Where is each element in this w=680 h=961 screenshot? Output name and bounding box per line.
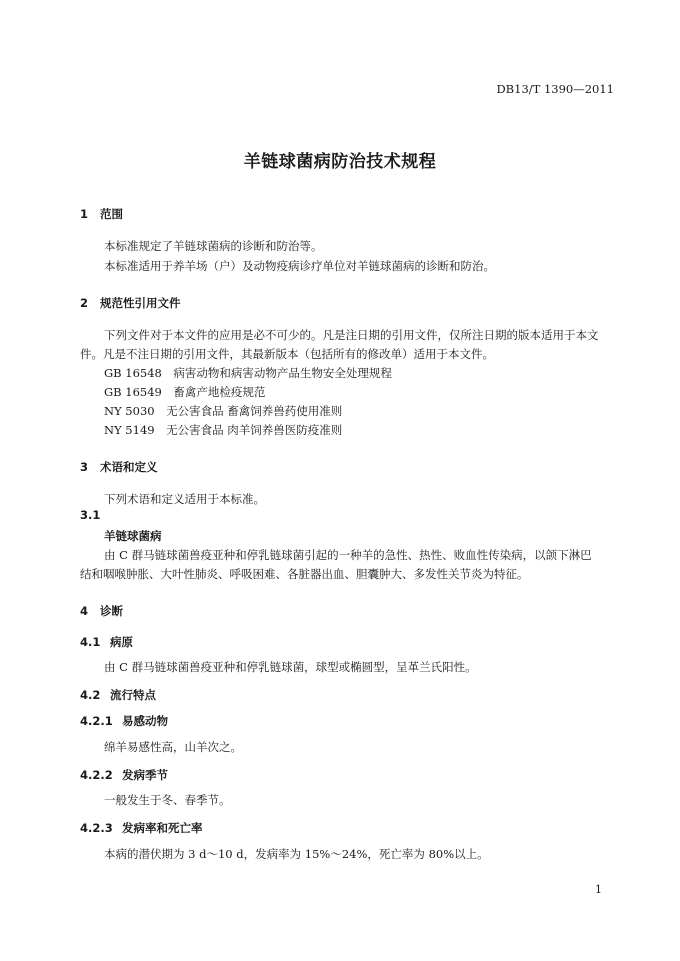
paragraph: 下列术语和定义适用于本标准。	[104, 492, 265, 506]
section-number: 2	[80, 296, 89, 310]
section-heading-1	[80, 206, 123, 222]
reference-item: GB 16549 畜禽产地检疫规范	[104, 385, 266, 399]
paragraph: 本病的潜伏期为 3 d～10 d，发病率为 15%～24%，死亡率为 80%以上。	[104, 847, 489, 861]
paragraph: 由 C 群马链球菌兽疫亚种和停乳链球菌，球型或椭圆型，呈革兰氏阳性。	[104, 660, 477, 674]
term-definition: 由 C 群马链球菌兽疫亚种和停乳链球菌引起的一种羊的急性、热性、败血性传染病，以颌下淋巴	[104, 548, 592, 562]
page-number: 1	[595, 883, 602, 896]
paragraph: 绵羊易感性高，山羊次之。	[104, 740, 242, 754]
section-title: 发病率和死亡率	[122, 821, 203, 835]
paragraph-continuation: 件。凡是不注日期的引用文件，其最新版本（包括所有的修改单）适用于本文件。	[80, 347, 494, 361]
section-number: 4.2.1	[80, 714, 113, 728]
section-number: 4	[80, 604, 89, 618]
document-title: 羊链球菌病防治技术规程	[243, 152, 437, 172]
subsection-heading-4-2-3	[80, 820, 203, 836]
section-number: 1	[80, 207, 89, 221]
section-number: 4.1	[80, 635, 101, 649]
section-title: 诊断	[100, 604, 123, 618]
reference-item: GB 16548 病害动物和病害动物产品生物安全处理规程	[104, 366, 392, 380]
section-title: 术语和定义	[100, 460, 158, 474]
section-title: 易感动物	[122, 714, 168, 728]
paragraph: 一般发生于冬、春季节。	[104, 793, 231, 807]
section-heading-2	[80, 295, 181, 311]
section-heading-3	[80, 459, 158, 475]
term-name: 羊链球菌病	[104, 529, 162, 543]
subsection-heading-4-2-1	[80, 713, 168, 729]
section-title: 范围	[100, 207, 123, 221]
paragraph: 下列文件对于本文件的应用是必不可少的。凡是注日期的引用文件，仅所注日期的版本适用于本文	[104, 328, 599, 342]
reference-item: NY 5030 无公害食品 畜禽饲养兽药使用准则	[104, 404, 343, 418]
paragraph: 本标准适用于养羊场（户）及动物疫病诊疗单位对羊链球菌病的诊断和防治。	[104, 259, 495, 273]
section-title: 发病季节	[122, 768, 168, 782]
term-definition-continuation: 结和咽喉肿胀、大叶性肺炎、呼吸困难、各脏器出血、胆囊肿大、多发性关节炎为特征。	[80, 567, 529, 581]
reference-item: NY 5149 无公害食品 肉羊饲养兽医防疫准则	[104, 423, 343, 437]
subsection-heading-4-1	[80, 634, 133, 650]
section-number: 4.2.2	[80, 768, 113, 782]
section-number: 3	[80, 460, 89, 474]
section-number: 4.2.3	[80, 821, 113, 835]
subsection-heading-4-2	[80, 687, 156, 703]
section-title: 病原	[110, 635, 133, 649]
standard-number: DB13/T 1390—2011	[496, 82, 614, 96]
section-heading-4	[80, 603, 123, 619]
section-title: 规范性引用文件	[100, 296, 181, 310]
subsection-heading-4-2-2	[80, 767, 168, 783]
paragraph: 本标准规定了羊链球菌病的诊断和防治等。	[104, 239, 323, 253]
section-number: 4.2	[80, 688, 101, 702]
subsection-number: 3.1	[80, 508, 101, 522]
section-title: 流行特点	[110, 688, 156, 702]
